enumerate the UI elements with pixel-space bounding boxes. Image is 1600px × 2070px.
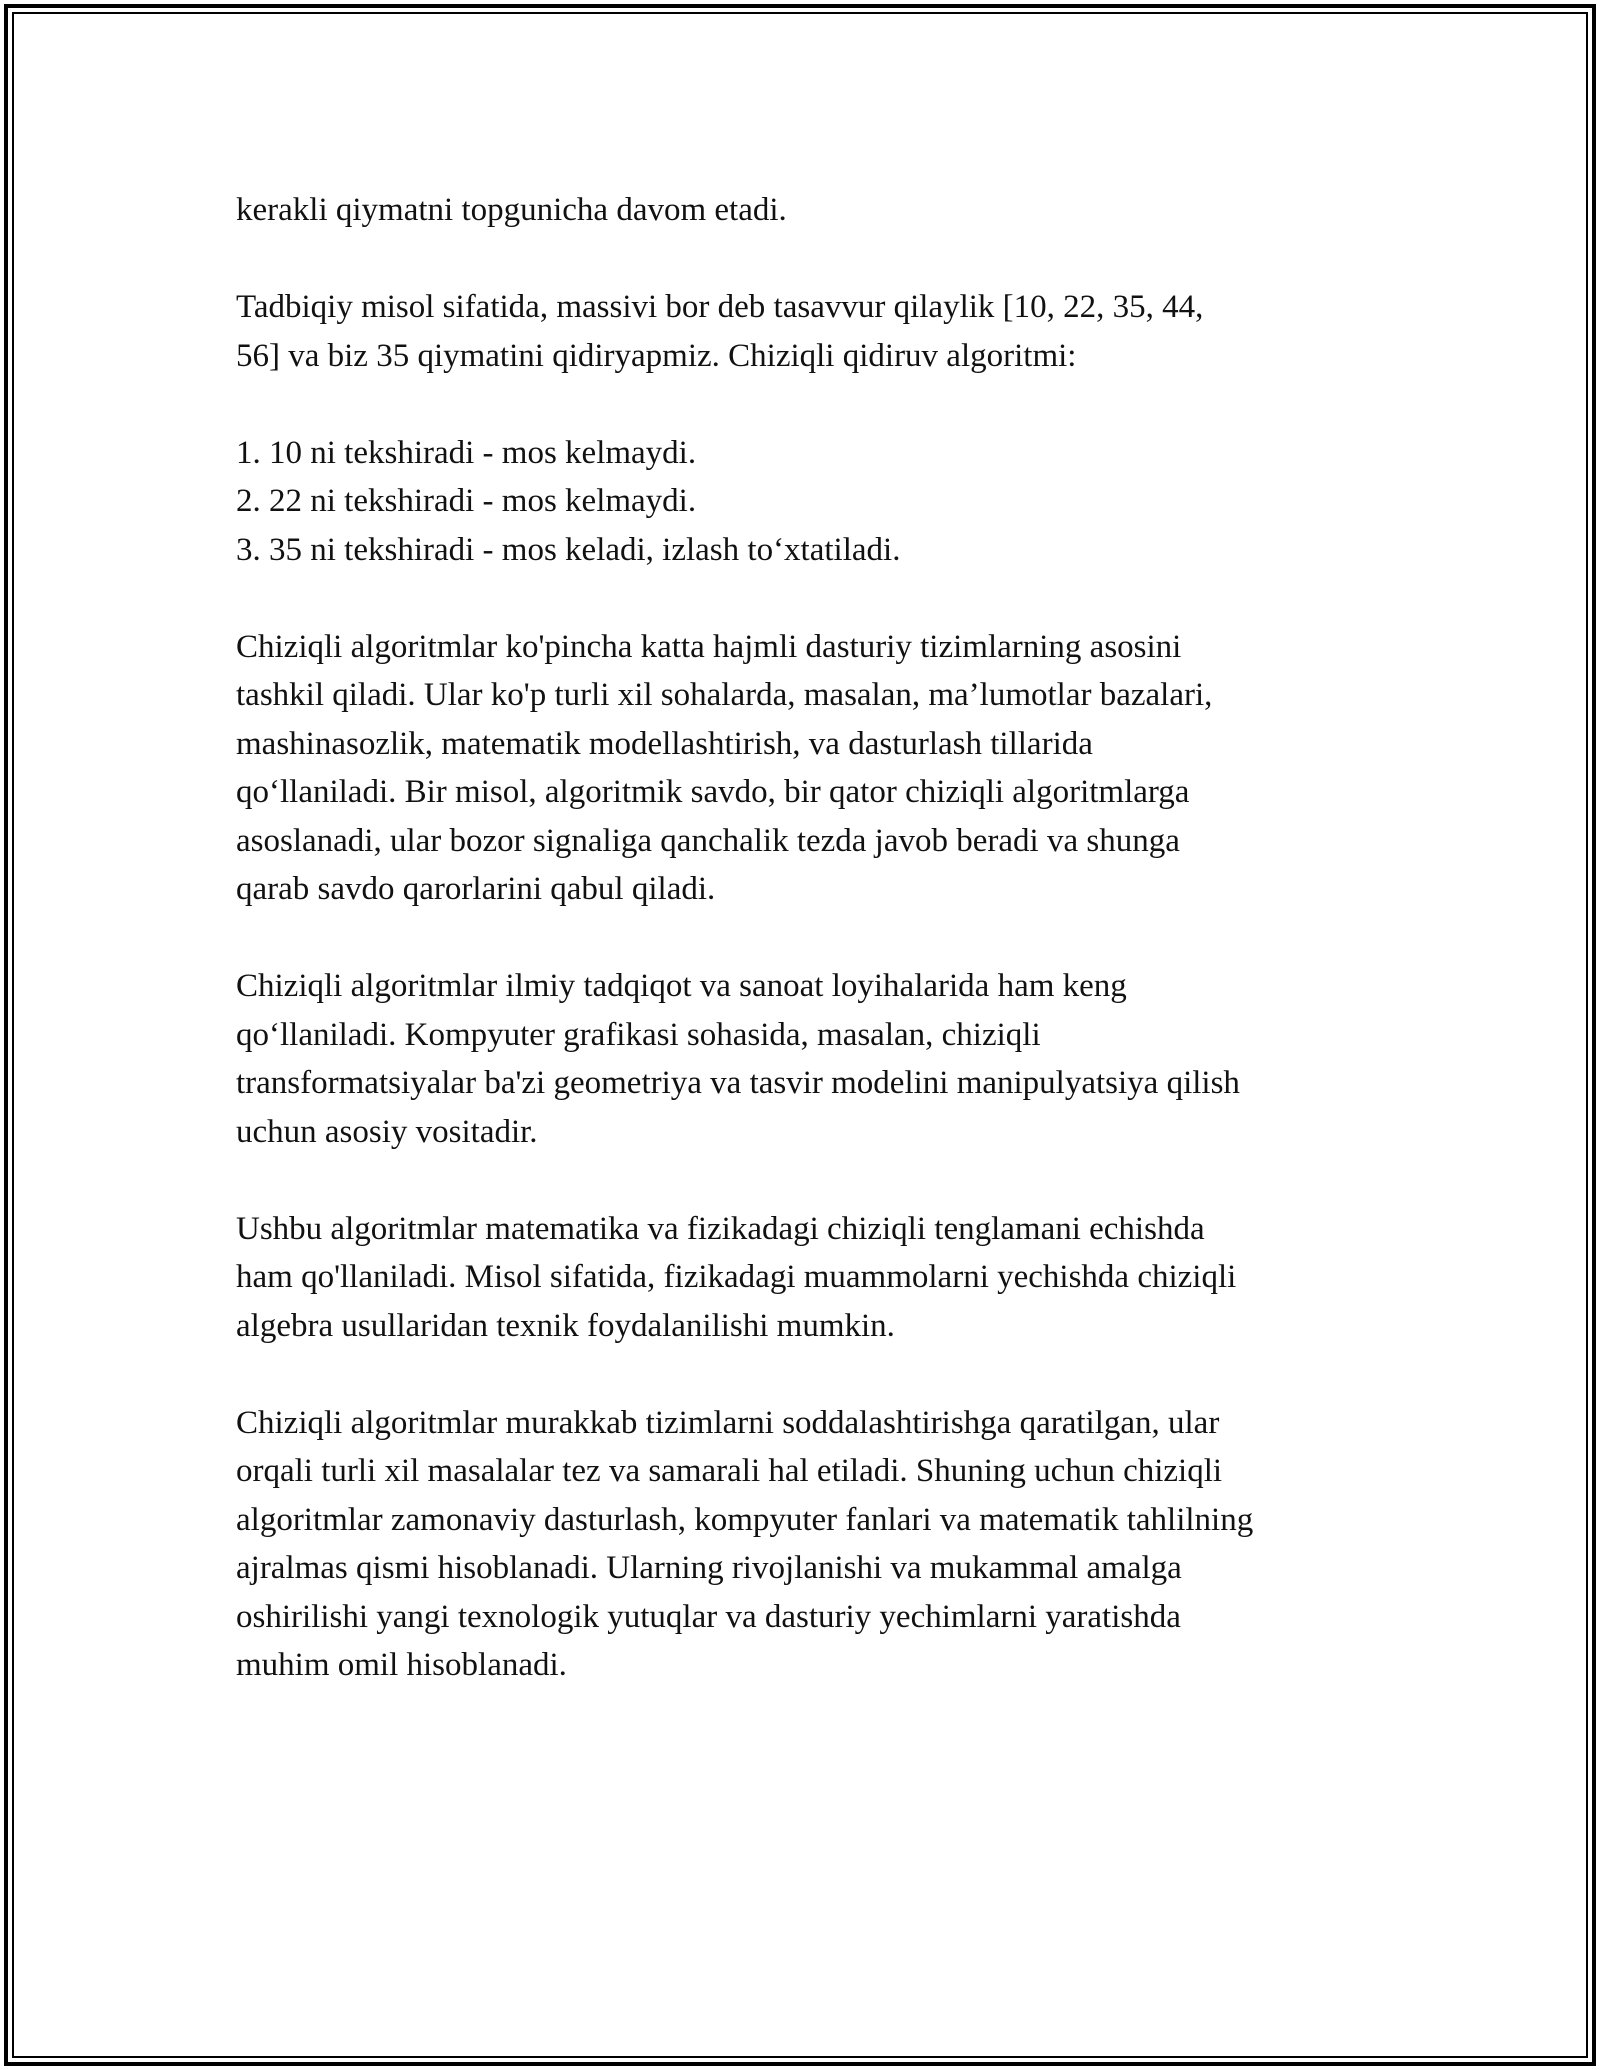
- list-item: 3. 35 ni tekshiradi - mos keladi, izlash to‘xtatiladi.: [236, 531, 901, 568]
- list-item: 2. 22 ni tekshiradi - mos kelmaydi.: [236, 483, 697, 519]
- paragraph-research-industry: Chiziqli algoritmlar ilmiy tadqiqot va sanoat loyihalarida ham keng qo‘llaniladi. Kompyuter grafikasi sohasida, masalan, chiziqli transformatsiyalar ba'zi geometriya va tasvir modelini manipulyatsiya qilish uchun asosiy vositadir.: [236, 968, 1240, 1150]
- paragraph-software-systems: Chiziqli algoritmlar ko'pincha katta hajmli dasturiy tizimlarning asosini tashkil qiladi. Ular ko'p turli xil sohalarda, masalan, ma’lumotlar bazalari, mashinasozlik, matematik modellashtirish, va dasturlash tillarida qo‘llaniladi. Bir misol, algoritmik savdo, bir qator chiziqli algoritmlarga asoslanadi, ular bozor signaliga qanchalik tezda javob beradi va shunga qarab savdo qarorlarini qabul qiladi.: [236, 628, 1213, 907]
- list-item: 1. 10 ni tekshiradi - mos kelmaydi.: [236, 434, 697, 471]
- search-steps-list: [236, 429, 1386, 575]
- paragraph-continuation: kerakli qiymatni topgunicha davom etadi.: [236, 192, 787, 228]
- document-body: [236, 186, 1386, 1690]
- paragraph-conclusion: Chiziqli algoritmlar murakkab tizimlarni soddalashtirishga qaratilgan, ular orqali turli xil masalalar tez va samarali hal etiladi. Shuning uchun chiziqli algoritmlar zamonaviy dasturlash, kompyuter fanlari va matematik tahlilning ajralmas qismi hisoblanadi. Ularning rivojlanishi va mukammal amalga oshirilishi yangi texnologik yutuqlar va dasturiy yechimlarni yaratishda muhim omil hisoblanadi.: [236, 1404, 1254, 1683]
- paragraph-math-physics: Ushbu algoritmlar matematika va fizikadagi chiziqli tenglamani echishda ham qo'llaniladi. Misol sifatida, fizikadagi muammolarni yechishda chiziqli algebra usullaridan texnik foydalanilishi mumkin.: [236, 1210, 1237, 1344]
- paragraph-example-intro: Tadbiqiy misol sifatida, massivi bor deb tasavvur qilaylik [10, 22, 35, 44, 56] va biz 35 qiymatini qidiryapmiz. Chiziqli qidiruv algoritmi:: [236, 289, 1204, 374]
